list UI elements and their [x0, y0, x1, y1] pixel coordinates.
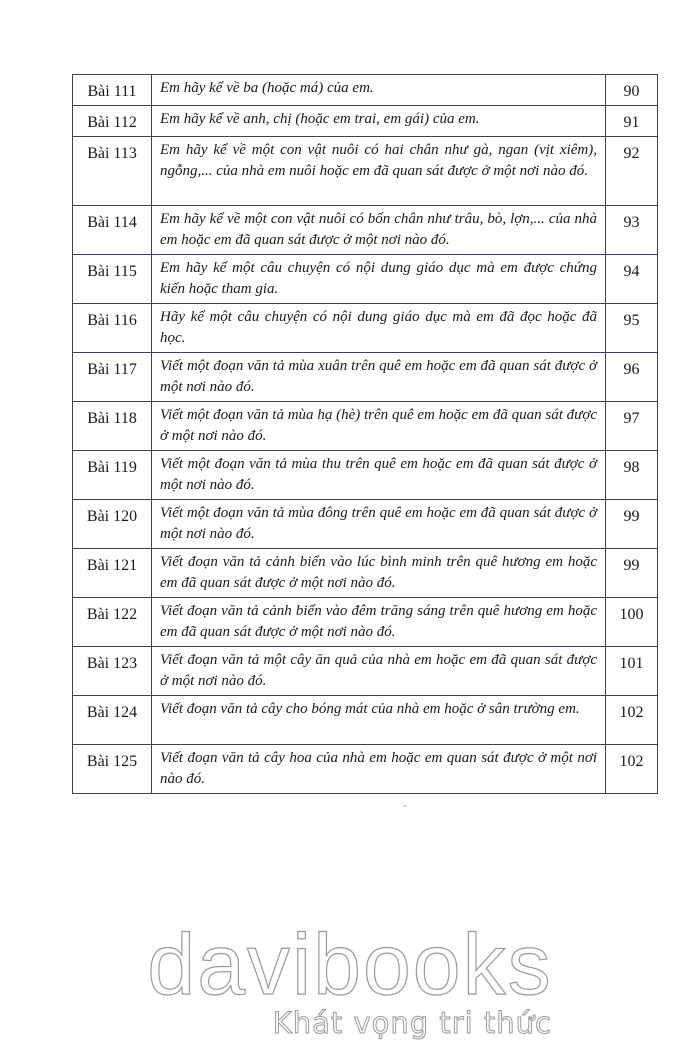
table-row: [73, 353, 658, 402]
lesson-number: Bài 115: [73, 255, 152, 304]
page-number: 102: [606, 696, 658, 745]
table-row: [73, 75, 658, 106]
table-row: [73, 106, 658, 137]
page-number: 96: [606, 353, 658, 402]
lesson-title: Viết một đoạn văn tả mùa thu trên quê em hoặc em đã quan sát được ở một nơi nào đó.: [152, 451, 606, 500]
page-number: 98: [606, 451, 658, 500]
table-row: [73, 206, 658, 255]
lesson-title: Viết một đoạn văn tả mùa đông trên quê em hoặc em đã quan sát được ở một nơi nào đó.: [152, 500, 606, 549]
lesson-number: Bài 124: [73, 696, 152, 745]
lesson-title: Hãy kể một câu chuyện có nội dung giáo dục mà em đã đọc hoặc đã học.: [152, 304, 606, 353]
watermark-brand: davibooks: [147, 917, 553, 1013]
lesson-number: Bài 123: [73, 647, 152, 696]
page-number: 99: [606, 549, 658, 598]
table-row: [73, 696, 658, 745]
lesson-number: Bài 118: [73, 402, 152, 451]
table-row: [73, 137, 658, 206]
lesson-title: Em hãy kể về một con vật nuôi có hai chân như gà, ngan (vịt xiêm), ngỗng,... của nhà em nuôi hoặc em đã quan sát được ở một nơi nào đó.: [152, 137, 606, 206]
page-number: 92: [606, 137, 658, 206]
lesson-title: Viết đoạn văn tả cây hoa của nhà em hoặc em quan sát được ở một nơi nào đó.: [152, 745, 606, 794]
table-row: [73, 402, 658, 451]
lesson-number: Bài 112: [73, 106, 152, 137]
lesson-title: Viết đoạn văn tả cảnh biển vào đêm trăng sáng trên quê hương em hoặc em đã quan sát được ở một nơi nào đó.: [152, 598, 606, 647]
page-number: 90: [606, 75, 658, 106]
watermark-tagline: Khát vọng tri thức: [272, 1006, 552, 1040]
lesson-number: Bài 116: [73, 304, 152, 353]
table-of-contents: [72, 74, 658, 794]
lesson-number: Bài 113: [73, 137, 152, 206]
lesson-title: Viết một đoạn văn tả mùa hạ (hè) trên quê em hoặc em đã quan sát được ở một nơi nào đó.: [152, 402, 606, 451]
lesson-title: Viết đoạn văn tả một cây ăn quả của nhà em hoặc em đã quan sát được ở một nơi nào đó.: [152, 647, 606, 696]
page-number: 100: [606, 598, 658, 647]
lesson-title: Em hãy kể về ba (hoặc má) của em.: [152, 75, 606, 106]
table-row: [73, 745, 658, 794]
table-row: [73, 304, 658, 353]
lesson-number: Bài 120: [73, 500, 152, 549]
page-number: 101: [606, 647, 658, 696]
table-row: [73, 647, 658, 696]
page-number: 95: [606, 304, 658, 353]
lesson-title: Em hãy kể một câu chuyện có nội dung giáo dục mà em được chứng kiến hoặc tham gia.: [152, 255, 606, 304]
table-row: [73, 451, 658, 500]
lesson-number: Bài 125: [73, 745, 152, 794]
page-number: 102: [606, 745, 658, 794]
page-number: 91: [606, 106, 658, 137]
table-row: [73, 598, 658, 647]
lesson-title: Em hãy kể về anh, chị (hoặc em trai, em gái) của em.: [152, 106, 606, 137]
lesson-number: Bài 111: [73, 75, 152, 106]
lesson-number: Bài 119: [73, 451, 152, 500]
toc-body: [73, 75, 658, 794]
lesson-title: Viết đoạn văn tả cây cho bóng mát của nhà em hoặc ở sân trường em.: [152, 696, 606, 745]
page-number: 93: [606, 206, 658, 255]
lesson-number: Bài 114: [73, 206, 152, 255]
page-number: 94: [606, 255, 658, 304]
lesson-title: Viết một đoạn văn tả mùa xuân trên quê em hoặc em đã quan sát được ở một nơi nào đó.: [152, 353, 606, 402]
lesson-title: Viết đoạn văn tả cảnh biển vào lúc bình minh trên quê hương em hoặc em đã quan sát được ở một nơi nào đó.: [152, 549, 606, 598]
table-row: [73, 500, 658, 549]
page-number: 99: [606, 500, 658, 549]
table-row: [73, 549, 658, 598]
lesson-title: Em hãy kể về một con vật nuôi có bốn chân như trâu, bò, lợn,... của nhà em hoặc em đã quan sát được ở một nơi nào đó.: [152, 206, 606, 255]
page-number: 97: [606, 402, 658, 451]
lesson-number: Bài 122: [73, 598, 152, 647]
lesson-number: Bài 121: [73, 549, 152, 598]
lesson-number: Bài 117: [73, 353, 152, 402]
watermark: [0, 917, 700, 1040]
table-row: [73, 255, 658, 304]
paper-speck: [404, 805, 406, 807]
